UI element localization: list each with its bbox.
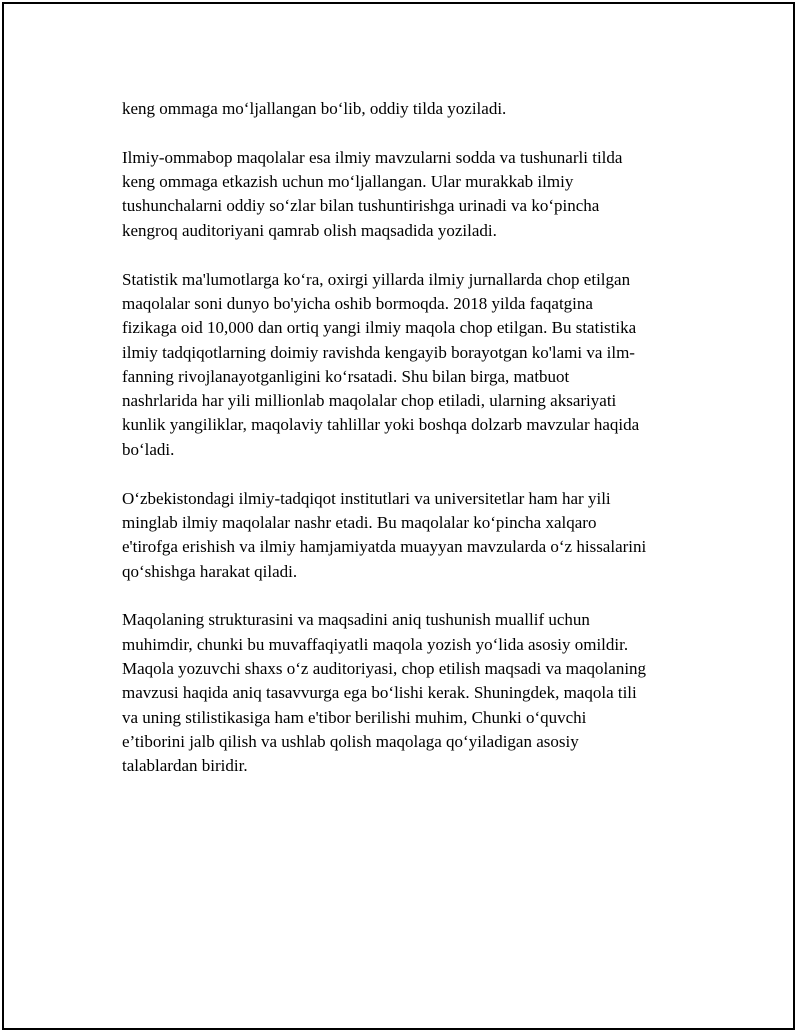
paragraph <box>122 487 692 584</box>
text-line: fizikaga oid 10,000 dan ortiq yangi ilmiy maqola chop etilgan. Bu statistika <box>122 318 637 338</box>
text-line: qoʻshishga harakat qiladi. <box>122 561 298 581</box>
text-line: kunlik yangiliklar, maqolaviy tahlillar yoki boshqa dolzarb mavzular haqida <box>122 415 640 435</box>
text-line: Maqola yozuvchi shaxs oʻz auditoriyasi, chop etilish maqsadi va maqolaning <box>122 659 647 679</box>
paragraph <box>122 97 692 121</box>
text-line: keng ommaga moʻljallangan boʻlib, oddiy tilda yoziladi. <box>122 99 507 118</box>
paragraph-gap <box>122 243 692 268</box>
text-line: talablardan biridir. <box>122 756 248 776</box>
document-body <box>122 97 692 779</box>
paragraph-gap <box>122 121 692 146</box>
text-line: Ilmiy-ommabop maqolalar esa ilmiy mavzularni sodda va tushunarli tilda <box>122 147 623 167</box>
paragraph-gap <box>122 462 692 487</box>
text-line: mavzusi haqida aniq tasavvurga ega boʻlishi kerak. Shuningdek, maqola tili <box>122 683 637 703</box>
text-line: Statistik ma'lumotlarga koʻra, oxirgi yillarda ilmiy jurnallarda chop etilgan <box>122 269 631 289</box>
paragraph-gap <box>122 584 692 609</box>
text-line: boʻladi. <box>122 439 175 459</box>
text-line: fanning rivojlanayotganligini koʻrsatadi. Shu bilan birga, matbuot <box>122 366 570 386</box>
paragraph <box>122 146 692 243</box>
text-line: Oʻzbekistondagi ilmiy-tadqiqot institutlari va universitetlar ham har yili <box>122 488 611 508</box>
text-line: va uning stilistikasiga ham e'tibor berilishi muhim, Chunki oʻquvchi <box>122 707 587 727</box>
paragraph <box>122 608 692 778</box>
paragraph <box>122 268 692 462</box>
text-line: Maqolaning strukturasini va maqsadini aniq tushunish muallif uchun <box>122 610 590 630</box>
text-line: minglab ilmiy maqolalar nashr etadi. Bu maqolalar koʻpincha xalqaro <box>122 512 597 532</box>
text-line: keng ommaga etkazish uchun moʻljallangan. Ular murakkab ilmiy <box>122 172 574 192</box>
text-line: e'tirofga erishish va ilmiy hamjamiyatda muayyan mavzularda oʻz hissalarini <box>122 537 647 557</box>
text-line: tushunchalarni oddiy soʻzlar bilan tushuntirishga urinadi va koʻpincha <box>122 196 600 216</box>
text-line: kengroq auditoriyani qamrab olish maqsadida yoziladi. <box>122 220 497 240</box>
page-frame <box>2 2 795 1030</box>
text-line: nashrlarida har yili millionlab maqolalar chop etiladi, ularning aksariyati <box>122 391 617 411</box>
text-line: muhimdir, chunki bu muvaffaqiyatli maqola yozish yoʻlida asosiy omildir. <box>122 634 629 654</box>
text-line: maqolalar soni dunyo bo'yicha oshib bormoqda. 2018 yilda faqatgina <box>122 293 593 313</box>
text-line: e’tiborini jalb qilish va ushlab qolish maqolaga qoʻyiladigan asosiy <box>122 731 579 751</box>
text-line: ilmiy tadqiqotlarning doimiy ravishda kengayib borayotgan ko'lami va ilm- <box>122 342 635 362</box>
